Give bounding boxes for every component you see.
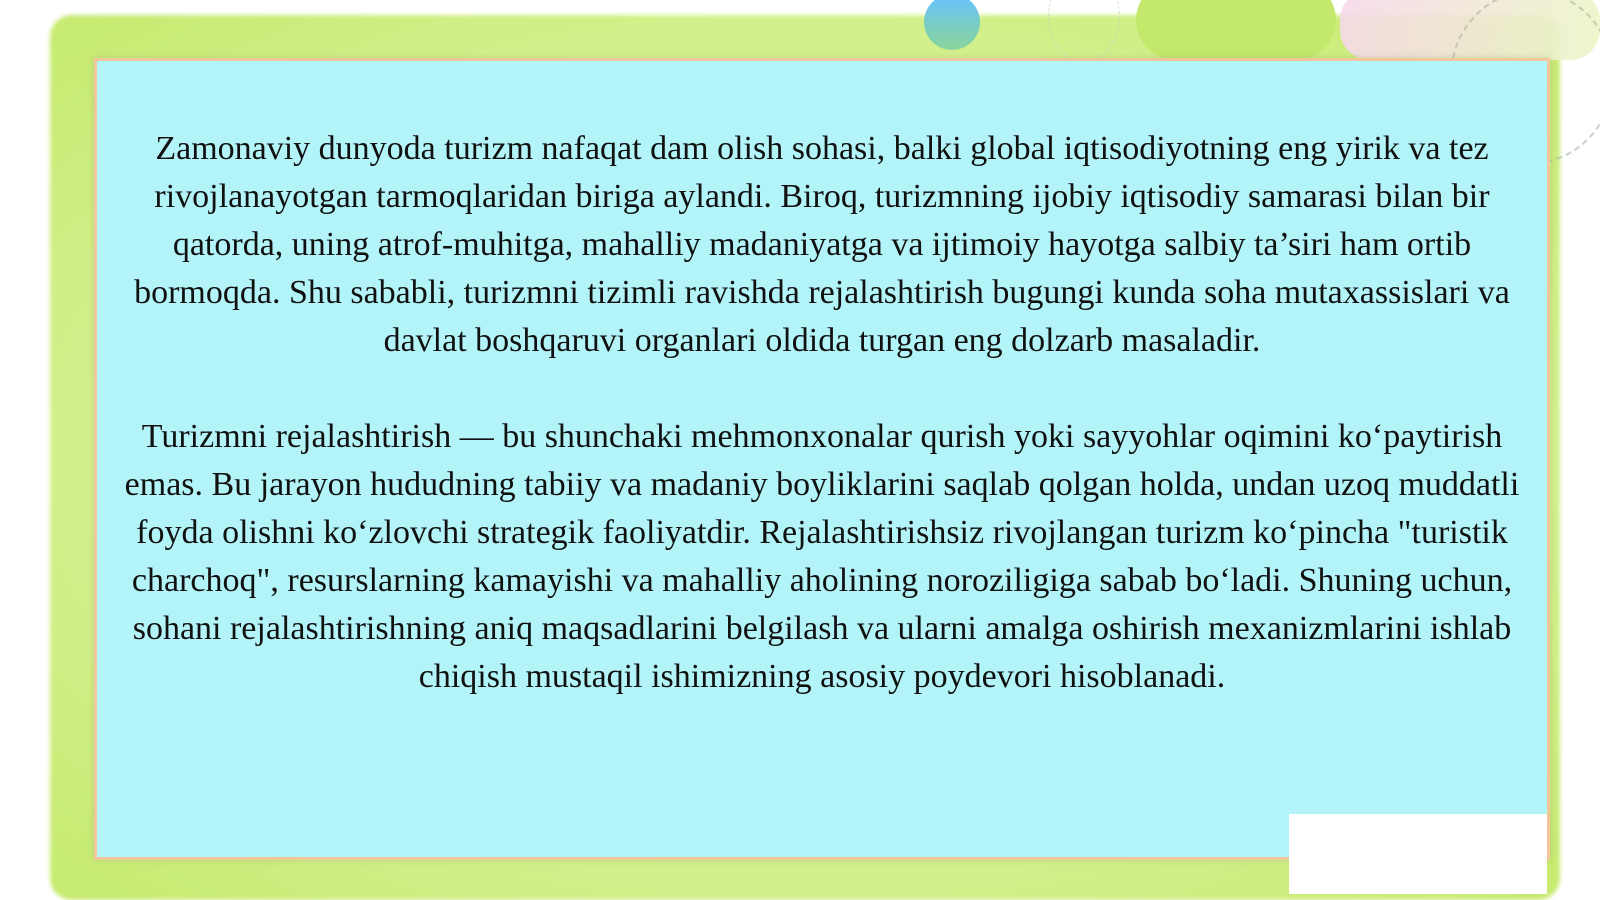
corner-white-box: [1289, 814, 1547, 894]
body-text: [107, 125, 1537, 701]
text-card: [94, 58, 1550, 860]
decorative-green-shape: [1136, 0, 1336, 60]
paragraph-2: Turizmni rejalashtirish — bu shunchaki mehmonxonalar qurish yoki sayyohlar oqimini ko‘paytirish emas. Bu jarayon hududning tabiiy va madaniy boyliklarini saqlab qolgan holda, undan uzoq muddatli foyda olishni ko‘zlovchi strategik faoliyatdir. Rejalashtirishsiz rivojlangan turizm ko‘pincha "turistik charchoq", resurslarning kamayishi va mahalliy aholining noroziligiga sabab bo‘ladi. Shuning uchun, sohani rejalashtirishning aniq maqsadlarini belgilash va ularni amalga oshirish mexanizmlarini ishlab chiqish mustaqil ishimizning asosiy poydevori hisoblanadi.: [124, 418, 1520, 695]
paragraph-1: Zamonaviy dunyoda turizm nafaqat dam olish sohasi, balki global iqtisodiyotning eng yirik va tez rivojlanayotgan tarmoqlaridan biriga aylandi. Biroq, turizmning ijobiy iqtisodiy samarasi bilan bir qatorda, uning atrof-muhitga, mahalliy madaniyatga va ijtimoiy hayotga salbiy ta’siri ham ortib bormoqda. Shu sababli, turizmni tizimli ravishda rejalashtirish bugungi kunda soha mutaxassislari va davlat boshqaruvi organlari oldida turgan eng dolzarb masaladir.: [134, 130, 1510, 359]
